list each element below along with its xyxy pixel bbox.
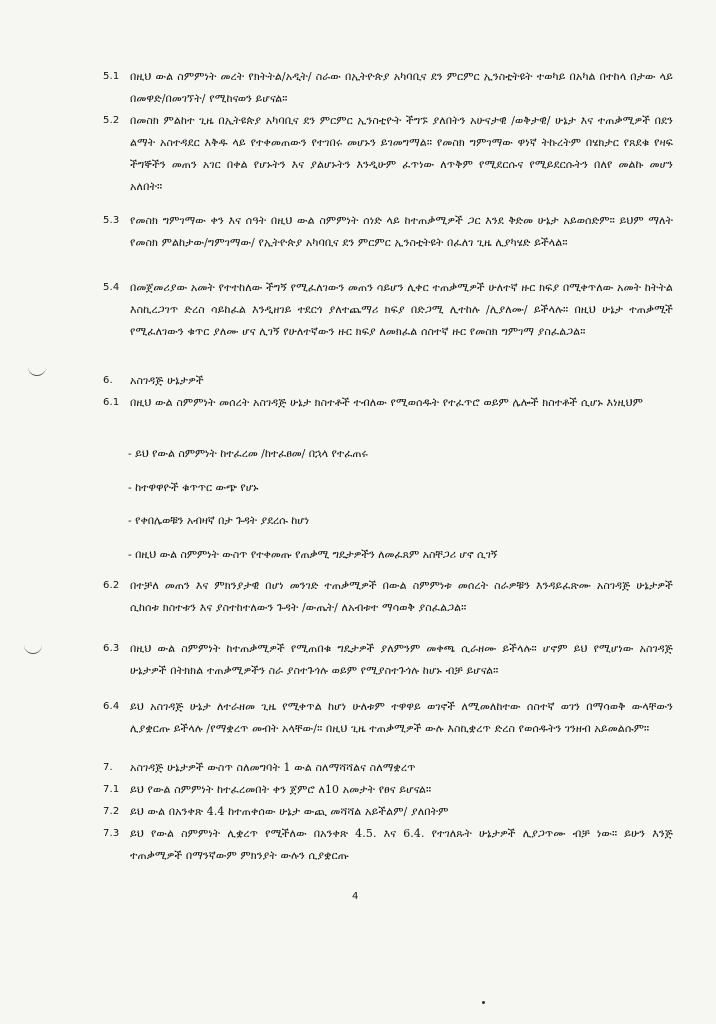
scan-mark — [24, 644, 42, 654]
clause-5-3 — [103, 210, 673, 254]
clause-text: ይህ የውል ስምምነት ከተፈረመበት ቀን ጀምሮ ለ10 አመታት የፀና ይሆናል። — [130, 783, 432, 796]
clause-5-1 — [103, 66, 673, 110]
clause-5-2 — [103, 110, 673, 198]
clause-text: የመስክ ግምገማው ቀን እና ሰዓት በዚህ ውል ስምምነት ሰነድ ላይ ከተጠቃሚዎች ጋር እንደ ቅድመ ሁኔታ አይወሰድም። ይህም ማለት የመስክ ምልከታው/ግምገማው/ የኢትዮጵያ አካባቢና ደን ምርምር ኢንስቲትዩት በፈለገ ጊዜ ሊያካሄድ ይችላል። — [130, 214, 673, 249]
bullet-item: - ይህ የውል ስምምነት ከተፈረመ /ከተፈፀመ/ በኋላ የተፈጠሩ — [128, 447, 368, 460]
clause-text: ይህ የውል ስምምነት ሊቋረጥ የሚችለው በአንቀጽ 4.5. እና 6.4. የተገለጹት ሁኔታዎች ሊያጋጥሙ ብቻ ነው። ይሁን እንጅ ተጠቃሚዎች በማንኛውም ምክንያት ውሉን ሲያቋርጡ — [130, 827, 673, 862]
clause-number: 7.1 — [103, 784, 120, 795]
clause-5-4 — [103, 277, 673, 343]
bullet-item: - የቀበሌወቹን አብዛኛ በታ ጉዳት ያደረሱ ከሆነ — [128, 514, 310, 527]
section-number: 7. — [103, 762, 113, 773]
clause-6-1 — [103, 392, 673, 414]
clause-number: 5.2 — [103, 115, 120, 126]
clause-7-1 — [103, 779, 673, 801]
section-number: 6. — [103, 375, 113, 386]
bullet-item: - ከተዋዋዮች ቁጥጥር ውጭ የሆኑ — [128, 481, 259, 494]
clause-text: ይህ ውል በአንቀጽ 4.4 ከተጠቀሰው ሁኔታ ውጪ መሻሻል አይችልም/ ያለበትም — [130, 805, 449, 818]
clause-text: ይህ አስገዳጅ ሁኔታ ለተራዘመ ጊዜ የሚቀጥል ከሆነ ሁለቱም ተዋዋይ ወገኖች ለሚመለከተው ሰስተኛ ወገን በማሳወቅ ውላቸውን ሊያቋርጡ ይችላሉ /የማቋረጥ መብት አላቸው/። በዚህ ጊዜ ተጠቃሚዎች ውሉ እስኪቋረጥ ድረስ የወሰዱትን ገንዘብ አይመልሱም። — [130, 700, 673, 735]
clause-text: በዚህ ውል ስምምነት መረት የክትትል/አዲት/ ስራው በኢትዮጵያ አካባቢና ደን ምርምር ኢንስቲትዩት ተወካይ በአካል በተከላ በታው ላይ በመዋድ/በመገኘት/ የሚከናወን ይሆናል። — [130, 70, 673, 105]
section-6-heading — [103, 370, 673, 392]
section-7-heading — [103, 757, 673, 779]
clause-6-4 — [103, 696, 673, 740]
section-title: አስገዳጅ ሁኔታዎች ውስጥ ስለመግባት 1 ውል ስለማሻሻልና ስለማቋረጥ — [130, 761, 416, 774]
clause-number: 7.3 — [103, 828, 120, 839]
section-title: አስገዳጅ ሁኔታዎች — [130, 374, 204, 387]
clause-7-2 — [103, 801, 673, 823]
clause-7-3 — [103, 823, 673, 867]
clause-number: 6.1 — [103, 397, 120, 408]
scan-mark — [28, 366, 46, 376]
clause-6-2 — [103, 575, 673, 619]
scan-speck — [482, 1001, 485, 1004]
clause-6-3 — [103, 638, 673, 682]
bullet-item: - በዚህ ውል ስምምነት ውስጥ የተቀመጡ የጠቃሚ ግዴታዎችን ለመፈጸም አስቸጋሪ ሆኖ ሲገኝ — [128, 548, 498, 561]
clause-text: በዚህ ውል ስምምነት መሰረት አስገዳጅ ሁኔታ ክስተቶች ተብለው የሚወሰዱት የተፈጥሮ ወይም ሌሎች ክስተቶች ሲሆኑ እነዚህም — [130, 396, 643, 409]
clause-text: በመስክ ምልከተ ጊዜ በኢትዩጵያ አካባቢና ደን ምርምር ኢንስቲዮት ችግኙ ያለበትን አሁናታዊ /ወቅታዊ/ ሁኔታ እና ተጠቃሚዎች በደን ልማት አስተዳደር እቅዱ ላይ የተቀመጠውን የተገበሩ መሆኑን ይገመግማል። የመስክ ግምገማው ዋነኛ ትኩረትም በሄክታር የጸደቁ የዛፍ ችግኞችን መጠን አገር በቀል የሆኑትን እና ያልሆኑትን እንዲሁም ፈጥነው ለጥቅም የሚደርሱና የሚይደርሱትን በለየ መልኩ መሆን አለበት። — [130, 114, 673, 193]
clause-number: 6.2 — [103, 580, 120, 591]
clause-number: 5.1 — [103, 71, 120, 82]
clause-number: 6.4 — [103, 701, 120, 712]
clause-number: 5.4 — [103, 282, 120, 293]
clause-text: በመጀመሪያው አመት የተተከለው ችግኝ የሚፈለገውን መጠን ሳይሆን ሊቀር ተጠቃሚዎች ሁለተኛ ዙር ክፍያ በሚቀጥለው አመት ከትትል እስኪረጋገጥ ድረስ ሳይከፈል እንዲዘገይ ተደርጎ ያለተጨማሪ ክፍያ በድጋሚ ሊተከሉ /ሊያለሙ/ ይችላሉ። በዚህ ሁኔታ ተጠቃሚች የሚፈለገውን ቁጥር ያለሙ ሆና ሊገኝ የሁለተኛውን ዙር ክፍያ ለመክፈል ሰስተኛ ዙር የመስክ ግምገማ ያስፈልጋል። — [130, 281, 673, 338]
clause-number: 5.3 — [103, 215, 120, 226]
clause-number: 6.3 — [103, 643, 120, 654]
clause-text: በተቻለ መጠን እና ምክንያታዊ በሆነ መንገድ ተጠቃሚዎች በውል ስምምነቱ መሰረት ስራዎቹን እንዳይፈጽሙ አስገዳጅ ሁኔታዎች ሲከሰቱ ክስተቱን እና ያስተከተለውን ጉዳት /ውጤት/ ለአብቱተ ማሳወቅ ያስፈልጋል። — [130, 579, 673, 614]
clause-text: በዚህ ውል ስምምነት ከተጠቃሚዎች የሚጠበቁ ግዴታዎች ያለምንም መቀጫ ሲራዘሙ ይችላሉ። ሆኖም ይህ የሚሆነው አስገዳጅ ሁኔታዎች በትክክል ተጠቃሚዎችን ስራ ያስተጉጎሉ ወይም የሚያስተጉጎሉ ከሆኑ ብቻ ይሆናል። — [130, 642, 673, 677]
clause-number: 7.2 — [103, 806, 120, 817]
page-number: 4 — [352, 891, 359, 902]
